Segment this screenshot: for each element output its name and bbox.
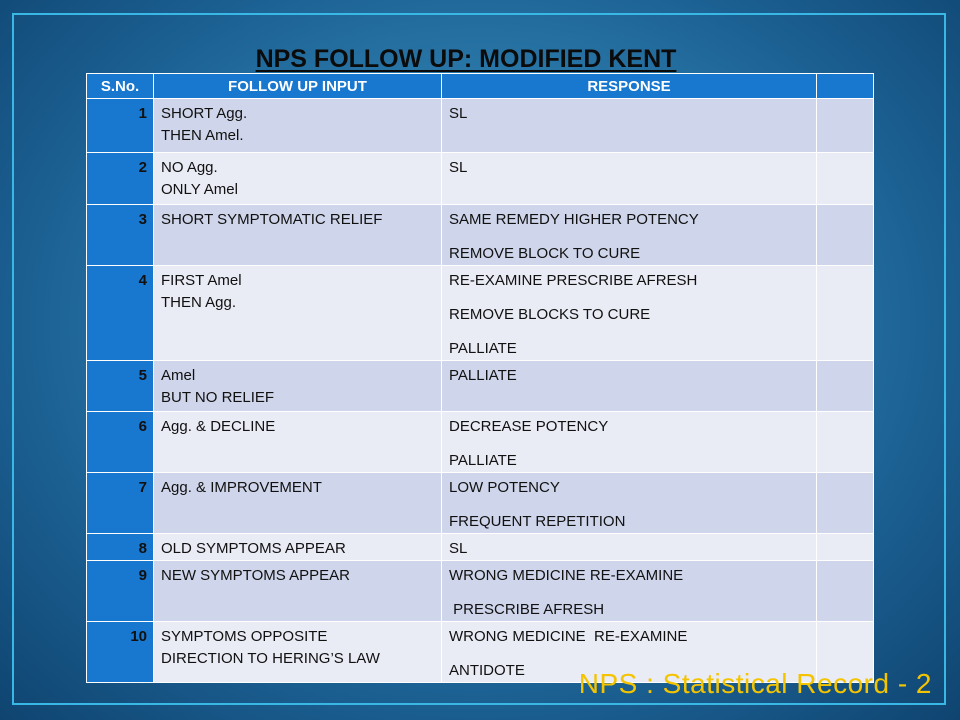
response-cell [442, 99, 817, 153]
input-line: FIRST Amel [161, 272, 242, 289]
input-line: THEN Agg. [161, 294, 237, 311]
response-cell [442, 412, 817, 473]
header-sno: S.No. [87, 74, 154, 99]
table-row [87, 534, 874, 561]
table-row [87, 153, 874, 205]
response-cell [442, 534, 817, 561]
response-cell [442, 266, 817, 361]
response-line: FREQUENT REPETITION [449, 513, 626, 530]
table-row [87, 266, 874, 361]
row-number: 7 [87, 473, 154, 534]
response-line: SL [449, 540, 468, 557]
response-cell [442, 561, 817, 622]
table-row [87, 205, 874, 266]
response-line: PRESCRIBE AFRESH [449, 601, 605, 618]
input-line: SYMPTOMS OPPOSITE [161, 628, 328, 645]
input-line: Amel [161, 367, 196, 384]
header-extra [817, 74, 874, 99]
input-line: ONLY Amel [161, 181, 238, 198]
row-number: 3 [87, 205, 154, 266]
row-number: 6 [87, 412, 154, 473]
extra-cell [817, 534, 874, 561]
response-line: PALLIATE [449, 340, 517, 357]
response-line: REMOVE BLOCK TO CURE [449, 245, 641, 262]
response-line: SL [449, 159, 468, 176]
follow-up-input-cell [154, 99, 442, 153]
input-line: Agg. & DECLINE [161, 418, 276, 435]
slide-title: NPS FOLLOW UP: MODIFIED KENT [255, 45, 677, 73]
input-line: SHORT SYMPTOMATIC RELIEF [161, 211, 383, 228]
row-number: 2 [87, 153, 154, 205]
extra-cell [817, 412, 874, 473]
response-cell [442, 361, 817, 412]
table-body [87, 99, 874, 683]
row-number: 8 [87, 534, 154, 561]
follow-up-input-cell [154, 473, 442, 534]
input-line: BUT NO RELIEF [161, 389, 275, 406]
row-number: 5 [87, 361, 154, 412]
table-row [87, 473, 874, 534]
follow-up-input-cell [154, 622, 442, 683]
input-line: DIRECTION TO HERING’S LAW [161, 650, 380, 667]
response-cell [442, 205, 817, 266]
follow-up-input-cell [154, 266, 442, 361]
response-line: SAME REMEDY HIGHER POTENCY [449, 211, 699, 228]
input-line: SHORT Agg. [161, 105, 248, 122]
row-number: 9 [87, 561, 154, 622]
header-response: RESPONSE [442, 74, 817, 99]
extra-cell [817, 266, 874, 361]
response-line: RE-EXAMINE PRESCRIBE AFRESH [449, 272, 698, 289]
row-number: 4 [87, 266, 154, 361]
response-line: LOW POTENCY [449, 479, 560, 496]
table-row [87, 361, 874, 412]
response-line: PALLIATE [449, 367, 517, 384]
follow-up-input-cell [154, 205, 442, 266]
response-line: WRONG MEDICINE RE-EXAMINE [449, 567, 684, 584]
follow-up-input-cell [154, 361, 442, 412]
input-line: Agg. & IMPROVEMENT [161, 479, 322, 496]
input-line: NEW SYMPTOMS APPEAR [161, 567, 350, 584]
response-line: SL [449, 105, 468, 122]
follow-up-input-cell [154, 561, 442, 622]
table-row [87, 561, 874, 622]
input-line: OLD SYMPTOMS APPEAR [161, 540, 346, 557]
response-cell [442, 473, 817, 534]
row-number: 10 [87, 622, 154, 683]
follow-up-input-cell [154, 534, 442, 561]
extra-cell [817, 561, 874, 622]
row-number: 1 [87, 99, 154, 153]
response-cell [442, 153, 817, 205]
response-line: DECREASE POTENCY [449, 418, 609, 435]
response-line: REMOVE BLOCKS TO CURE [449, 306, 651, 323]
follow-up-input-cell [154, 153, 442, 205]
response-line: ANTIDOTE [449, 662, 525, 679]
table-row [87, 99, 874, 153]
extra-cell [817, 153, 874, 205]
table-header-row [87, 74, 874, 99]
extra-cell [817, 361, 874, 412]
follow-up-input-cell [154, 412, 442, 473]
extra-cell [817, 99, 874, 153]
extra-cell [817, 205, 874, 266]
table-row [87, 412, 874, 473]
follow-up-table [86, 73, 874, 683]
response-line: WRONG MEDICINE RE-EXAMINE [449, 628, 688, 645]
footer-caption: NPS : Statistical Record - 2 [578, 668, 932, 699]
input-line: THEN Amel. [161, 127, 244, 144]
extra-cell [817, 473, 874, 534]
input-line: NO Agg. [161, 159, 218, 176]
header-follow-up-input: FOLLOW UP INPUT [154, 74, 442, 99]
response-line: PALLIATE [449, 452, 517, 469]
